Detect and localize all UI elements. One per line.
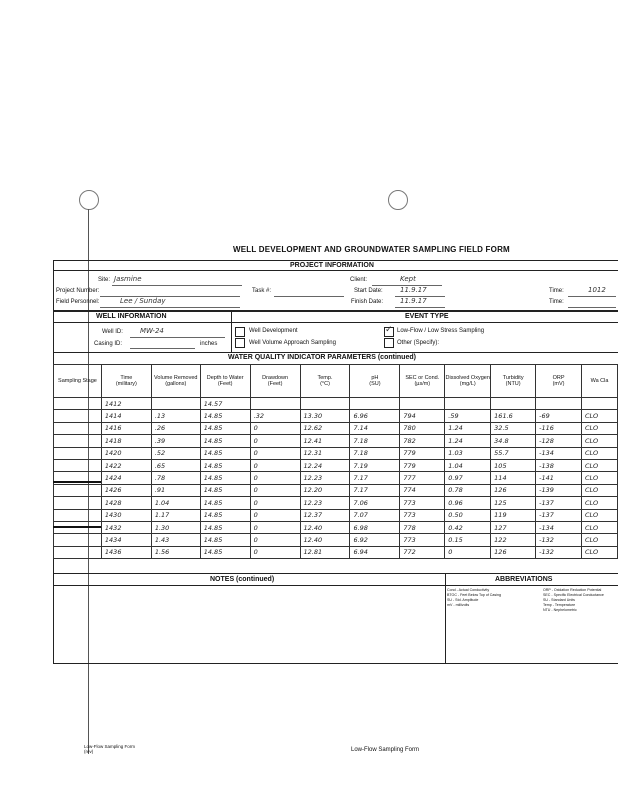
footer-left-line2: (rev) [84,749,94,754]
site-label: Site: [98,277,111,283]
table-cell[interactable]: 1.04 [151,497,200,509]
header-drawdown: Drawdown (Feet) [250,365,300,398]
table-cell[interactable]: 126 [491,546,536,558]
table-cell[interactable]: CLO [582,534,618,546]
table-cell[interactable] [54,484,102,496]
table-cell[interactable]: 105 [491,459,536,471]
table-cell[interactable]: 12.37 [300,509,350,521]
table-cell[interactable] [445,398,491,410]
table-cell[interactable]: .91 [151,484,200,496]
header-sampling-stage: Sampling Stage [54,365,102,398]
table-cell[interactable]: 773 [400,534,445,546]
abbreviation-item: Temp - Temperature [543,603,576,607]
event-option-well-development: Well Development [249,328,298,334]
table-row [54,447,618,459]
table-cell[interactable]: 55.7 [491,447,536,459]
well-event-divider [231,310,232,352]
table-cell[interactable]: 1434 [101,534,151,546]
table-cell[interactable]: 794 [400,410,445,422]
table-cell[interactable]: 782 [400,435,445,447]
start-date-label: Start Date: [354,288,383,294]
event-option-well-volume: Well Volume Approach Sampling [249,340,336,346]
table-cell[interactable]: 1.24 [445,422,491,434]
well-info-title: WELL INFORMATION [96,313,167,320]
table-cell[interactable]: 780 [400,422,445,434]
table-cell[interactable] [54,447,102,459]
table-cell[interactable]: 0.50 [445,509,491,521]
table-cell[interactable]: -132 [536,534,582,546]
table-cell[interactable]: 1420 [101,447,151,459]
wq-title: WATER QUALITY INDICATOR PARAMETERS (continued) [228,354,416,361]
table-cell[interactable]: CLO [582,447,618,459]
abbreviation-item: SEC - Specific Electrical Conductance [543,593,604,597]
table-cell[interactable]: 14.85 [200,422,250,434]
client-label: Client: [350,277,368,283]
table-cell[interactable]: -132 [536,546,582,558]
table-cell[interactable]: 14.85 [200,521,250,533]
table-cell[interactable]: 14.85 [200,546,250,558]
header-water-clarity: Wa Cla [582,365,618,398]
header-turbidity: Turbidity (NTU) [491,365,536,398]
task-label: Task #: [252,288,272,294]
client-value[interactable]: Kept [400,275,416,283]
table-cell[interactable]: 0 [250,422,300,434]
table-cell[interactable]: 7.18 [350,435,400,447]
table-cell[interactable]: 774 [400,484,445,496]
notes-header-divider [53,585,618,586]
wq-top-border [53,352,618,353]
time-label-finish: Time: [549,299,564,305]
header-dissolved-oxygen: Dissolved Oxygen (mg/L) [445,365,491,398]
table-cell[interactable] [250,398,300,410]
project-info-title: PROJECT INFORMATION [290,262,374,269]
table-cell[interactable] [400,398,445,410]
table-cell[interactable]: 14.85 [200,509,250,521]
start-time-line [568,296,616,297]
finish-date-label: Finish Date: [351,299,384,305]
table-row [54,484,618,496]
table-cell[interactable]: 779 [400,447,445,459]
table-cell[interactable]: 0 [250,435,300,447]
table-row [54,398,618,410]
footer-left-line1: Low-Flow Sampling Form [84,744,136,749]
table-cell[interactable]: .65 [151,459,200,471]
casing-id-label: Casing ID: [94,341,123,347]
table-cell[interactable]: -128 [536,435,582,447]
table-cell[interactable]: 6.94 [350,546,400,558]
table-cell[interactable]: 12.62 [300,422,350,434]
table-cell[interactable]: 0.42 [445,521,491,533]
table-cell[interactable]: .59 [445,410,491,422]
punch-hole-left [79,190,99,210]
table-cell[interactable]: 14.85 [200,410,250,422]
table-header-row [54,365,618,398]
table-cell[interactable]: 1430 [101,509,151,521]
start-date-value[interactable]: 11.9.17 [400,286,427,294]
footer-center: Low-Flow Sampling Form [351,747,420,753]
well-id-label: Well ID: [102,329,123,335]
table-cell[interactable]: 126 [491,484,536,496]
table-cell[interactable]: 1414 [101,410,151,422]
table-cell[interactable]: 1.56 [151,546,200,558]
table-cell[interactable]: 119 [491,509,536,521]
well-id-value[interactable]: MW-24 [140,327,164,335]
table-cell[interactable]: CLO [582,472,618,484]
table-cell[interactable]: .52 [151,447,200,459]
table-cell[interactable]: 6.98 [350,521,400,533]
table-cell[interactable]: 0 [250,521,300,533]
table-cell[interactable]: 1416 [101,422,151,434]
table-cell[interactable]: 0 [250,509,300,521]
table-cell[interactable] [54,546,102,558]
table-cell[interactable]: CLO [582,410,618,422]
table-cell[interactable]: 1.43 [151,534,200,546]
table-cell[interactable]: 1422 [101,459,151,471]
abbreviation-item: SU - Std. Amplitude [447,598,479,602]
table-cell[interactable]: 161.6 [491,410,536,422]
table-cell[interactable]: 12.41 [300,435,350,447]
table-cell[interactable]: -134 [536,447,582,459]
finish-date-line [395,307,445,308]
table-cell[interactable]: 1418 [101,435,151,447]
table-row [54,534,618,546]
abbreviations-list-right [543,588,604,613]
table-cell[interactable]: 12.24 [300,459,350,471]
table-cell[interactable]: 0 [445,546,491,558]
table-cell[interactable]: CLO [582,459,618,471]
table-cell[interactable]: .78 [151,472,200,484]
table-row [54,422,618,434]
abbreviation-item: SU - Standard Units [543,598,575,602]
table-cell[interactable]: -69 [536,410,582,422]
table-cell[interactable]: 1412 [101,398,151,410]
table-cell[interactable]: 7.14 [350,422,400,434]
abbreviation-item: ORP - Oxidation Reduction Potential [543,588,602,592]
table-body [54,398,618,559]
water-quality-table [53,364,618,559]
site-value[interactable]: Jasmine [114,275,142,283]
frame-top [53,260,618,261]
time-label-start: Time: [549,288,564,294]
table-cell[interactable]: CLO [582,422,618,434]
table-cell[interactable]: 773 [400,497,445,509]
table-cell[interactable]: 14.85 [200,534,250,546]
table-cell[interactable]: .32 [250,410,300,422]
checkbox-low-flow[interactable] [384,327,394,337]
table-cell[interactable]: 1436 [101,546,151,558]
table-cell[interactable]: 1.30 [151,521,200,533]
start-time-value[interactable]: 1012 [588,286,606,294]
table-cell[interactable]: 773 [400,509,445,521]
table-cell[interactable]: 0 [250,546,300,558]
table-cell[interactable]: 7.17 [350,484,400,496]
table-cell[interactable]: 32.5 [491,422,536,434]
table-cell[interactable]: 12.23 [300,497,350,509]
table-cell[interactable] [54,398,102,410]
table-row [54,509,618,521]
table-cell[interactable] [54,435,102,447]
table-cell[interactable]: 0.78 [445,484,491,496]
table-cell[interactable] [54,410,102,422]
frame-bottom [53,663,618,664]
abbreviation-item: Cond - Actual Conductivity [447,588,490,592]
header-volume-removed: Volume Removed (gallons) [151,365,200,398]
table-cell[interactable] [54,534,102,546]
table-cell[interactable]: 122 [491,534,536,546]
table-cell[interactable]: 7.17 [350,472,400,484]
table-cell[interactable]: CLO [582,521,618,533]
table-cell[interactable]: 0 [250,497,300,509]
checkbox-other[interactable] [384,338,394,348]
table-cell[interactable]: 1.03 [445,447,491,459]
table-cell[interactable]: 1426 [101,484,151,496]
table-cell[interactable]: CLO [582,435,618,447]
table-row [54,459,618,471]
punch-hole-right [388,190,408,210]
table-row [54,435,618,447]
table-cell[interactable]: 0.15 [445,534,491,546]
table-cell[interactable]: CLO [582,509,618,521]
table-row [54,497,618,509]
table-cell[interactable] [582,398,618,410]
table-cell[interactable]: 12.81 [300,546,350,558]
header-orp: ORP (mV) [536,365,582,398]
table-cell[interactable]: .39 [151,435,200,447]
table-row [54,546,618,558]
table-cell[interactable]: 14.85 [200,435,250,447]
table-cell[interactable]: CLO [582,484,618,496]
table-cell[interactable] [350,398,400,410]
table-cell[interactable] [536,398,582,410]
table-cell[interactable]: 7.06 [350,497,400,509]
table-cell[interactable]: 114 [491,472,536,484]
table-cell[interactable]: 7.18 [350,447,400,459]
table-row [54,472,618,484]
table-cell[interactable]: 0.97 [445,472,491,484]
table-cell[interactable]: 7.07 [350,509,400,521]
checkbox-well-volume[interactable] [235,338,245,348]
finish-time-line [568,307,616,308]
table-cell[interactable]: -141 [536,472,582,484]
table-cell[interactable]: 7.19 [350,459,400,471]
site-line [112,285,242,286]
table-cell[interactable]: 0 [250,447,300,459]
table-cell[interactable]: 12.31 [300,447,350,459]
task-line [274,296,344,297]
table-cell[interactable]: 1428 [101,497,151,509]
field-personnel-value[interactable]: Lee / Sunday [120,297,166,305]
well-info-top-border [53,310,618,312]
header-sec-cond: SEC or Cond. (µs/m) [400,365,445,398]
project-info-divider [53,270,618,271]
table-cell[interactable]: 0 [250,534,300,546]
table-cell[interactable] [300,398,350,410]
table-cell[interactable]: CLO [582,546,618,558]
table-cell[interactable]: 0.96 [445,497,491,509]
table-cell[interactable] [491,398,536,410]
abbreviation-item: mV - millivolts [447,603,470,607]
finish-date-value[interactable]: 11.9.17 [400,297,427,305]
event-option-other: Other (Specify): [397,340,440,346]
field-personnel-line [100,307,240,308]
table-cell[interactable]: 14.85 [200,484,250,496]
table-cell[interactable]: 12.40 [300,534,350,546]
notes-abbr-divider [445,573,446,664]
header-temp: Temp. (°C) [300,365,350,398]
table-cell[interactable]: 14.85 [200,447,250,459]
table-cell[interactable]: -139 [536,484,582,496]
abbreviation-item: BTOC - Feet Below Top of Casing [447,593,501,597]
table-cell[interactable]: 14.85 [200,497,250,509]
table-cell[interactable]: 6.96 [350,410,400,422]
casing-unit: inches [200,341,218,347]
casing-id-line [130,348,195,349]
table-cell[interactable]: -137 [536,509,582,521]
table-row [54,410,618,422]
table-cell[interactable] [54,422,102,434]
well-info-header-divider [53,322,618,323]
table-cell[interactable]: 0 [250,484,300,496]
table-cell[interactable]: 125 [491,497,536,509]
table-cell[interactable]: 14.85 [200,459,250,471]
margin-mark-1 [53,481,101,483]
check-mark-icon: ✓ [385,325,393,335]
table-cell[interactable]: -134 [536,521,582,533]
table-cell[interactable]: 772 [400,546,445,558]
table-cell[interactable]: 0 [250,472,300,484]
table-cell[interactable] [151,398,200,410]
table-cell[interactable]: 1424 [101,472,151,484]
table-cell[interactable]: 13.30 [300,410,350,422]
table-cell[interactable]: 779 [400,459,445,471]
abbreviations-title: ABBREVIATIONS [495,576,553,583]
table-cell[interactable]: 1.17 [151,509,200,521]
table-cell[interactable] [54,509,102,521]
project-number-label: Project Number: [56,288,100,294]
abbreviations-list-left [447,588,501,608]
table-cell[interactable]: 12.20 [300,484,350,496]
table-cell[interactable]: 12.23 [300,472,350,484]
table-row [54,521,618,533]
table-cell[interactable] [54,497,102,509]
table-cell[interactable]: 127 [491,521,536,533]
event-type-title: EVENT TYPE [405,313,449,320]
table-cell[interactable] [54,459,102,471]
table-cell[interactable]: -137 [536,497,582,509]
table-cell[interactable]: -138 [536,459,582,471]
table-cell[interactable]: 1.04 [445,459,491,471]
checkbox-well-development[interactable] [235,327,245,337]
table-cell[interactable]: 34.8 [491,435,536,447]
table-cell[interactable]: .13 [151,410,200,422]
table-cell[interactable]: 777 [400,472,445,484]
abbreviation-item: NTU - Nephelometric [543,608,577,612]
table-cell[interactable]: 14.57 [200,398,250,410]
table-cell[interactable]: 6.92 [350,534,400,546]
header-depth-to-water: Depth to Water (Feet) [200,365,250,398]
table-cell[interactable]: 0 [250,459,300,471]
table-cell[interactable]: 778 [400,521,445,533]
form-title: WELL DEVELOPMENT AND GROUNDWATER SAMPLING FIELD FORM [233,245,510,254]
header-time: Time (military) [101,365,151,398]
header-ph: pH (SU) [350,365,400,398]
table-cell[interactable]: 1.24 [445,435,491,447]
table-cell[interactable]: 1432 [101,521,151,533]
footer-left [84,744,135,754]
notes-title: NOTES (continued) [210,576,275,583]
event-option-low-flow: Low-Flow / Low Stress Sampling [397,328,485,334]
notes-top-border [53,573,618,574]
well-id-line [130,337,225,338]
margin-mark-2 [53,526,101,528]
table-cell[interactable]: 12.40 [300,521,350,533]
table-cell[interactable]: 14.85 [200,472,250,484]
table-cell[interactable]: -116 [536,422,582,434]
field-personnel-label: Field Personnel: [56,299,100,305]
table-cell[interactable]: CLO [582,497,618,509]
table-cell[interactable]: .26 [151,422,200,434]
